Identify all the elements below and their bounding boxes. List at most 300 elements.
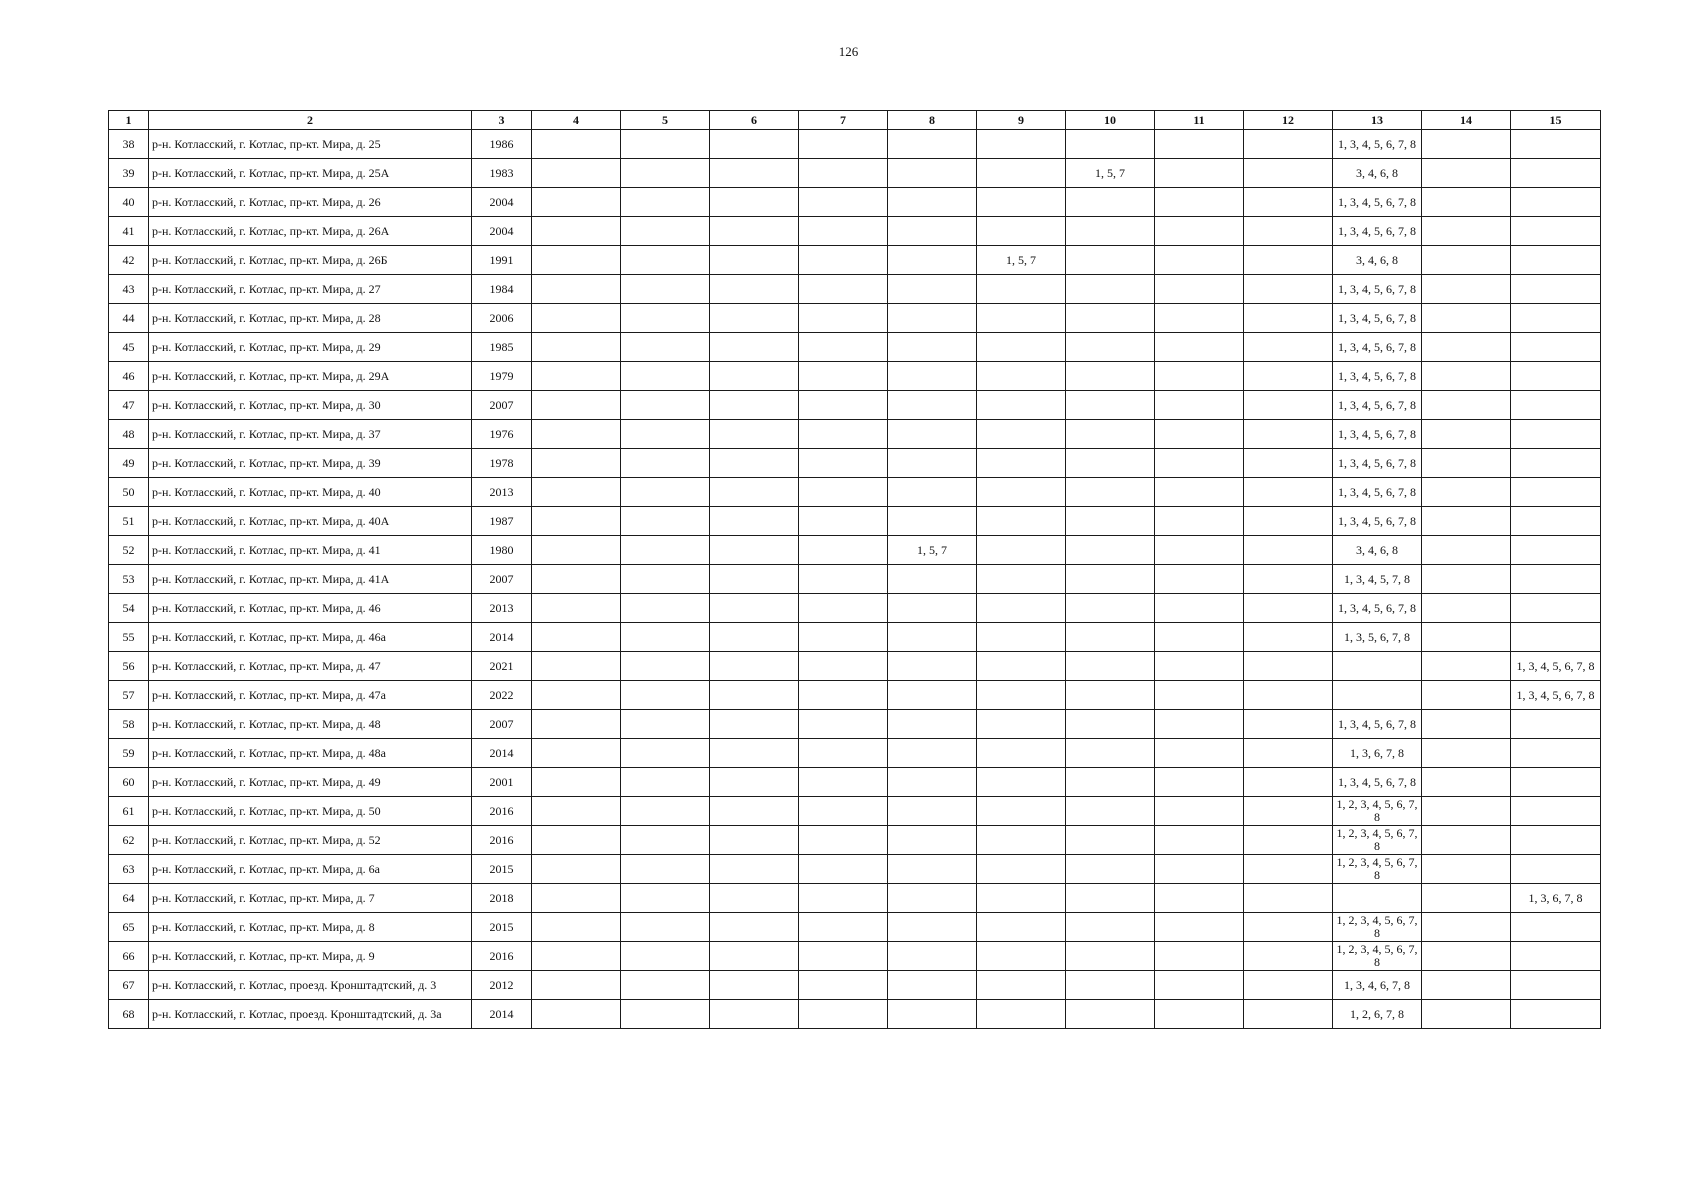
column-11-cell — [1155, 913, 1244, 942]
table-row — [109, 1000, 1601, 1029]
year-cell: 2015 — [472, 913, 532, 942]
year-cell: 2016 — [472, 942, 532, 971]
column-11-cell — [1155, 971, 1244, 1000]
column-10-cell — [1066, 623, 1155, 652]
column-8-cell — [888, 507, 977, 536]
column-4-cell — [532, 246, 621, 275]
row-number-cell: 54 — [109, 594, 149, 623]
column-5-cell — [621, 217, 710, 246]
column-7-cell — [799, 536, 888, 565]
column-11-cell — [1155, 275, 1244, 304]
column-10-cell — [1066, 884, 1155, 913]
year-cell: 2014 — [472, 739, 532, 768]
column-5-cell — [621, 826, 710, 855]
table-row — [109, 449, 1601, 478]
column-8-cell — [888, 797, 977, 826]
column-13-cell: 1, 3, 4, 5, 6, 7, 8 — [1333, 710, 1422, 739]
row-number-cell: 63 — [109, 855, 149, 884]
column-13-cell: 1, 3, 4, 5, 6, 7, 8 — [1333, 217, 1422, 246]
column-5-cell — [621, 159, 710, 188]
housing-registry-table — [108, 110, 1601, 1029]
column-8-cell — [888, 710, 977, 739]
table-row — [109, 391, 1601, 420]
column-8-cell — [888, 478, 977, 507]
column-7-cell — [799, 855, 888, 884]
page-number: 126 — [838, 44, 859, 59]
column-15-cell — [1511, 768, 1601, 797]
row-number-cell: 66 — [109, 942, 149, 971]
table-body — [109, 130, 1601, 1029]
column-7-cell — [799, 507, 888, 536]
column-11-cell — [1155, 594, 1244, 623]
column-15-cell: 1, 3, 4, 5, 6, 7, 8 — [1511, 681, 1601, 710]
column-14-cell — [1422, 826, 1511, 855]
column-10-cell — [1066, 449, 1155, 478]
table-row — [109, 971, 1601, 1000]
column-9-cell — [977, 1000, 1066, 1029]
column-9-cell — [977, 536, 1066, 565]
table-row — [109, 159, 1601, 188]
table-row — [109, 884, 1601, 913]
column-8-cell — [888, 246, 977, 275]
column-9-cell — [977, 855, 1066, 884]
column-14-cell — [1422, 275, 1511, 304]
column-header-10: 10 — [1066, 111, 1155, 130]
year-cell: 2014 — [472, 1000, 532, 1029]
column-14-cell — [1422, 797, 1511, 826]
row-number-cell: 68 — [109, 1000, 149, 1029]
column-9-cell — [977, 217, 1066, 246]
column-5-cell — [621, 362, 710, 391]
column-10-cell — [1066, 275, 1155, 304]
column-8-cell — [888, 449, 977, 478]
column-8-cell — [888, 884, 977, 913]
column-5-cell — [621, 884, 710, 913]
column-11-cell — [1155, 855, 1244, 884]
row-number-cell: 61 — [109, 797, 149, 826]
address-cell: р-н. Котласский, г. Котлас, пр-кт. Мира, д. 26 — [149, 188, 472, 217]
column-5-cell — [621, 855, 710, 884]
address-cell: р-н. Котласский, г. Котлас, пр-кт. Мира, д. 29А — [149, 362, 472, 391]
column-12-cell — [1244, 420, 1333, 449]
column-9-cell — [977, 594, 1066, 623]
row-number-cell: 64 — [109, 884, 149, 913]
column-15-cell — [1511, 1000, 1601, 1029]
column-11-cell — [1155, 478, 1244, 507]
column-11-cell — [1155, 333, 1244, 362]
column-14-cell — [1422, 942, 1511, 971]
column-14-cell — [1422, 768, 1511, 797]
row-number-cell: 60 — [109, 768, 149, 797]
column-15-cell: 1, 3, 6, 7, 8 — [1511, 884, 1601, 913]
column-12-cell — [1244, 362, 1333, 391]
column-7-cell — [799, 449, 888, 478]
row-number-cell: 41 — [109, 217, 149, 246]
column-4-cell — [532, 536, 621, 565]
column-12-cell — [1244, 130, 1333, 159]
column-14-cell — [1422, 739, 1511, 768]
table-row — [109, 710, 1601, 739]
row-number-cell: 51 — [109, 507, 149, 536]
column-10-cell: 1, 5, 7 — [1066, 159, 1155, 188]
address-cell: р-н. Котласский, г. Котлас, пр-кт. Мира, д. 39 — [149, 449, 472, 478]
column-header-14: 14 — [1422, 111, 1511, 130]
column-6-cell — [710, 1000, 799, 1029]
column-4-cell — [532, 275, 621, 304]
column-4-cell — [532, 1000, 621, 1029]
column-4-cell — [532, 217, 621, 246]
column-11-cell — [1155, 884, 1244, 913]
column-4-cell — [532, 884, 621, 913]
column-8-cell — [888, 275, 977, 304]
address-cell: р-н. Котласский, г. Котлас, пр-кт. Мира, д. 46 — [149, 594, 472, 623]
column-12-cell — [1244, 652, 1333, 681]
table-row — [109, 478, 1601, 507]
column-6-cell — [710, 536, 799, 565]
column-5-cell — [621, 681, 710, 710]
column-9-cell — [977, 275, 1066, 304]
column-14-cell — [1422, 565, 1511, 594]
column-9-cell — [977, 913, 1066, 942]
column-13-cell: 3, 4, 6, 8 — [1333, 536, 1422, 565]
column-15-cell — [1511, 971, 1601, 1000]
column-7-cell — [799, 884, 888, 913]
address-cell: р-н. Котласский, г. Котлас, пр-кт. Мира, д. 26Б — [149, 246, 472, 275]
column-15-cell — [1511, 159, 1601, 188]
address-cell: р-н. Котласский, г. Котлас, пр-кт. Мира, д. 30 — [149, 391, 472, 420]
year-cell: 1986 — [472, 130, 532, 159]
column-11-cell — [1155, 565, 1244, 594]
column-15-cell — [1511, 188, 1601, 217]
column-10-cell — [1066, 594, 1155, 623]
column-header-9: 9 — [977, 111, 1066, 130]
column-13-cell: 3, 4, 6, 8 — [1333, 246, 1422, 275]
column-9-cell — [977, 797, 1066, 826]
column-10-cell — [1066, 507, 1155, 536]
column-6-cell — [710, 739, 799, 768]
table-row — [109, 362, 1601, 391]
column-12-cell — [1244, 942, 1333, 971]
year-cell: 2013 — [472, 478, 532, 507]
column-header-1: 1 — [109, 111, 149, 130]
column-10-cell — [1066, 710, 1155, 739]
column-6-cell — [710, 420, 799, 449]
column-15-cell — [1511, 565, 1601, 594]
column-11-cell — [1155, 739, 1244, 768]
column-10-cell — [1066, 478, 1155, 507]
column-5-cell — [621, 536, 710, 565]
row-number-cell: 39 — [109, 159, 149, 188]
column-12-cell — [1244, 594, 1333, 623]
address-cell: р-н. Котласский, г. Котлас, пр-кт. Мира, д. 40А — [149, 507, 472, 536]
address-cell: р-н. Котласский, г. Котлас, пр-кт. Мира, д. 48а — [149, 739, 472, 768]
column-5-cell — [621, 942, 710, 971]
column-14-cell — [1422, 391, 1511, 420]
address-cell: р-н. Котласский, г. Котлас, пр-кт. Мира, д. 8 — [149, 913, 472, 942]
column-7-cell — [799, 681, 888, 710]
column-11-cell — [1155, 362, 1244, 391]
column-12-cell — [1244, 188, 1333, 217]
column-15-cell — [1511, 246, 1601, 275]
column-13-cell: 1, 3, 4, 5, 6, 7, 8 — [1333, 188, 1422, 217]
column-11-cell — [1155, 681, 1244, 710]
row-number-cell: 44 — [109, 304, 149, 333]
column-8-cell — [888, 739, 977, 768]
column-11-cell — [1155, 217, 1244, 246]
column-10-cell — [1066, 333, 1155, 362]
column-14-cell — [1422, 130, 1511, 159]
column-10-cell — [1066, 536, 1155, 565]
column-6-cell — [710, 594, 799, 623]
column-12-cell — [1244, 246, 1333, 275]
column-7-cell — [799, 159, 888, 188]
column-9-cell — [977, 449, 1066, 478]
row-number-cell: 56 — [109, 652, 149, 681]
column-6-cell — [710, 971, 799, 1000]
column-4-cell — [532, 942, 621, 971]
column-11-cell — [1155, 1000, 1244, 1029]
column-10-cell — [1066, 913, 1155, 942]
column-15-cell — [1511, 536, 1601, 565]
table-row — [109, 217, 1601, 246]
column-11-cell — [1155, 623, 1244, 652]
column-5-cell — [621, 797, 710, 826]
column-7-cell — [799, 768, 888, 797]
address-cell: р-н. Котласский, г. Котлас, пр-кт. Мира, д. 7 — [149, 884, 472, 913]
address-cell: р-н. Котласский, г. Котлас, пр-кт. Мира, д. 46а — [149, 623, 472, 652]
year-cell: 2004 — [472, 217, 532, 246]
column-6-cell — [710, 130, 799, 159]
column-13-cell: 1, 3, 4, 5, 6, 7, 8 — [1333, 391, 1422, 420]
column-10-cell — [1066, 855, 1155, 884]
column-header-2: 2 — [149, 111, 472, 130]
year-cell: 2021 — [472, 652, 532, 681]
column-14-cell — [1422, 884, 1511, 913]
column-12-cell — [1244, 478, 1333, 507]
column-14-cell — [1422, 1000, 1511, 1029]
column-7-cell — [799, 391, 888, 420]
column-5-cell — [621, 652, 710, 681]
table-row — [109, 130, 1601, 159]
column-15-cell — [1511, 420, 1601, 449]
column-13-cell: 1, 2, 6, 7, 8 — [1333, 1000, 1422, 1029]
row-number-cell: 55 — [109, 623, 149, 652]
column-13-cell: 1, 2, 3, 4, 5, 6, 7, 8 — [1333, 797, 1422, 826]
table-row — [109, 420, 1601, 449]
address-cell: р-н. Котласский, г. Котлас, пр-кт. Мира, д. 49 — [149, 768, 472, 797]
column-5-cell — [621, 391, 710, 420]
column-10-cell — [1066, 362, 1155, 391]
column-15-cell — [1511, 942, 1601, 971]
column-15-cell — [1511, 333, 1601, 362]
table-row — [109, 768, 1601, 797]
column-8-cell — [888, 362, 977, 391]
row-number-cell: 45 — [109, 333, 149, 362]
column-9-cell — [977, 478, 1066, 507]
column-15-cell — [1511, 130, 1601, 159]
column-4-cell — [532, 507, 621, 536]
column-7-cell — [799, 333, 888, 362]
column-10-cell — [1066, 1000, 1155, 1029]
column-8-cell — [888, 1000, 977, 1029]
column-6-cell — [710, 681, 799, 710]
column-9-cell — [977, 768, 1066, 797]
column-5-cell — [621, 710, 710, 739]
table-row — [109, 797, 1601, 826]
column-12-cell — [1244, 884, 1333, 913]
column-11-cell — [1155, 826, 1244, 855]
year-cell: 1985 — [472, 333, 532, 362]
column-9-cell — [977, 420, 1066, 449]
address-cell: р-н. Котласский, г. Котлас, пр-кт. Мира, д. 52 — [149, 826, 472, 855]
column-10-cell — [1066, 246, 1155, 275]
column-9-cell — [977, 159, 1066, 188]
table-row — [109, 246, 1601, 275]
column-14-cell — [1422, 971, 1511, 1000]
column-12-cell — [1244, 333, 1333, 362]
table-row — [109, 739, 1601, 768]
column-4-cell — [532, 333, 621, 362]
column-8-cell — [888, 681, 977, 710]
column-7-cell — [799, 478, 888, 507]
column-14-cell — [1422, 681, 1511, 710]
row-number-cell: 46 — [109, 362, 149, 391]
column-8-cell — [888, 623, 977, 652]
year-cell: 2007 — [472, 391, 532, 420]
column-4-cell — [532, 681, 621, 710]
column-13-cell: 1, 2, 3, 4, 5, 6, 7, 8 — [1333, 913, 1422, 942]
row-number-cell: 49 — [109, 449, 149, 478]
column-5-cell — [621, 449, 710, 478]
column-15-cell — [1511, 739, 1601, 768]
column-11-cell — [1155, 420, 1244, 449]
column-7-cell — [799, 826, 888, 855]
column-header-11: 11 — [1155, 111, 1244, 130]
column-6-cell — [710, 797, 799, 826]
column-9-cell — [977, 710, 1066, 739]
column-11-cell — [1155, 391, 1244, 420]
column-9-cell — [977, 507, 1066, 536]
column-11-cell — [1155, 188, 1244, 217]
column-9-cell — [977, 391, 1066, 420]
column-14-cell — [1422, 304, 1511, 333]
address-cell: р-н. Котласский, г. Котлас, пр-кт. Мира, д. 25 — [149, 130, 472, 159]
column-11-cell — [1155, 768, 1244, 797]
column-header-7: 7 — [799, 111, 888, 130]
column-6-cell — [710, 768, 799, 797]
column-11-cell — [1155, 246, 1244, 275]
column-6-cell — [710, 217, 799, 246]
row-number-cell: 50 — [109, 478, 149, 507]
column-11-cell — [1155, 942, 1244, 971]
row-number-cell: 62 — [109, 826, 149, 855]
column-4-cell — [532, 913, 621, 942]
column-5-cell — [621, 913, 710, 942]
column-6-cell — [710, 942, 799, 971]
column-14-cell — [1422, 623, 1511, 652]
column-8-cell — [888, 971, 977, 1000]
column-6-cell — [710, 710, 799, 739]
column-header-13: 13 — [1333, 111, 1422, 130]
column-11-cell — [1155, 536, 1244, 565]
column-7-cell — [799, 217, 888, 246]
column-7-cell — [799, 623, 888, 652]
column-9-cell — [977, 188, 1066, 217]
column-5-cell — [621, 623, 710, 652]
column-9-cell — [977, 652, 1066, 681]
column-6-cell — [710, 913, 799, 942]
year-cell: 1980 — [472, 536, 532, 565]
table-header — [109, 111, 1601, 130]
column-5-cell — [621, 188, 710, 217]
column-14-cell — [1422, 913, 1511, 942]
column-6-cell — [710, 333, 799, 362]
column-7-cell — [799, 797, 888, 826]
year-cell: 2016 — [472, 826, 532, 855]
column-4-cell — [532, 826, 621, 855]
year-cell: 2001 — [472, 768, 532, 797]
year-cell: 2013 — [472, 594, 532, 623]
column-15-cell — [1511, 913, 1601, 942]
column-6-cell — [710, 478, 799, 507]
column-9-cell — [977, 565, 1066, 594]
column-11-cell — [1155, 130, 1244, 159]
table-row — [109, 913, 1601, 942]
column-7-cell — [799, 130, 888, 159]
year-cell: 1983 — [472, 159, 532, 188]
column-14-cell — [1422, 478, 1511, 507]
row-number-cell: 57 — [109, 681, 149, 710]
column-header-15: 15 — [1511, 111, 1601, 130]
column-12-cell — [1244, 565, 1333, 594]
column-10-cell — [1066, 130, 1155, 159]
table-row — [109, 681, 1601, 710]
column-4-cell — [532, 623, 621, 652]
column-13-cell: 1, 3, 4, 5, 6, 7, 8 — [1333, 275, 1422, 304]
table-row — [109, 304, 1601, 333]
column-8-cell — [888, 913, 977, 942]
column-10-cell — [1066, 391, 1155, 420]
column-14-cell — [1422, 652, 1511, 681]
year-cell: 2006 — [472, 304, 532, 333]
column-5-cell — [621, 275, 710, 304]
column-10-cell — [1066, 420, 1155, 449]
column-13-cell — [1333, 681, 1422, 710]
row-number-cell: 53 — [109, 565, 149, 594]
column-8-cell — [888, 855, 977, 884]
column-8-cell — [888, 768, 977, 797]
column-15-cell — [1511, 855, 1601, 884]
column-7-cell — [799, 710, 888, 739]
column-9-cell — [977, 942, 1066, 971]
column-9-cell — [977, 130, 1066, 159]
table-row — [109, 826, 1601, 855]
column-12-cell — [1244, 913, 1333, 942]
column-13-cell: 1, 3, 6, 7, 8 — [1333, 739, 1422, 768]
column-10-cell — [1066, 942, 1155, 971]
column-13-cell — [1333, 884, 1422, 913]
column-14-cell — [1422, 217, 1511, 246]
table-row — [109, 623, 1601, 652]
address-cell: р-н. Котласский, г. Котлас, пр-кт. Мира, д. 40 — [149, 478, 472, 507]
column-5-cell — [621, 333, 710, 362]
column-12-cell — [1244, 826, 1333, 855]
column-13-cell: 1, 3, 4, 5, 6, 7, 8 — [1333, 130, 1422, 159]
column-12-cell — [1244, 855, 1333, 884]
column-11-cell — [1155, 159, 1244, 188]
column-4-cell — [532, 971, 621, 1000]
year-cell: 2012 — [472, 971, 532, 1000]
